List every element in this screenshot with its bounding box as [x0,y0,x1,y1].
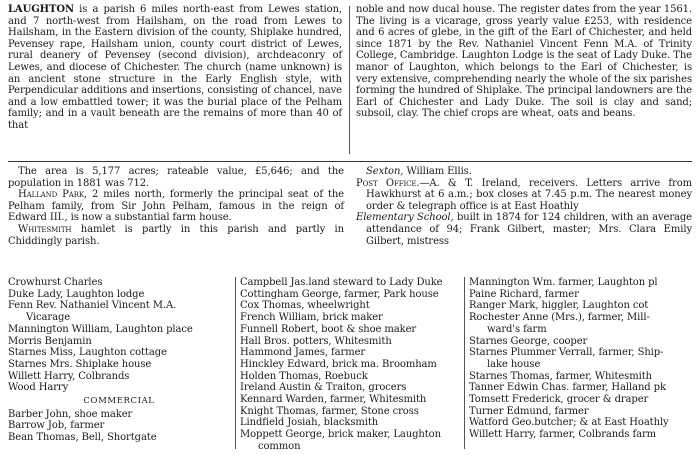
directory-entry: Starnes Mrs. Shiplake house [8,358,152,370]
halland-paragraph [8,189,344,224]
intro-right-text: noble and now ducal house. The register dates from the year 1561. The living is a vicarage, gross yearly value £253, with residence and 6 acres of glebe, in the gift of the Earl of Chichester, and held since 1871 by the Rev. Nathaniel Vincent Fenn M.A. of Trinity College, Cambridge. Laughton Lodge is the seat of Lady Duke. The manor of Laughton, which belongs to the Earl of Chichester, is very extensive, comprehending nearly the whole of the six parishes forming the hundred of Shiplake. The principal landowners are the Earl of Chichester and Lady Duke. The soil is clay and sand; subsoil, clay. The chief crops are wheat, oats and beans. [356,4,692,120]
directory-column-3 [469,277,692,441]
directory-entry: Hammond James, farmer [240,347,366,359]
directory-entry: Mannington William, Laughton place [8,323,193,335]
school-paragraph [356,212,692,247]
directory-entry: Vicarage [26,312,71,324]
directory-entry: Kennard Warden, farmer, Whitesmith [240,394,427,406]
directory-entry: Holden Thomas, Roebuck [240,370,368,382]
middle-left-column [8,166,344,247]
whitesmith-paragraph [8,224,344,247]
directory-entry: Starnes Plummer Verrall, farmer, Ship- [469,347,664,359]
directory-entry: Lindfield Josiah, blacksmith [240,417,379,429]
post-office-heading: Post Office. [356,177,420,189]
directory-entry: Funnell Robert, boot & shoe maker [240,323,417,335]
post-office-text: —A. & T. Ireland, receivers. Letters arrive from Hawkhurst at 6 a.m.; box closes at 7.45 p.m. The nearest money order & telegraph office is at East Hoathly [366,177,693,212]
directory-column-2 [240,277,460,453]
directory-entry: Tanner Edwin Chas. farmer, Halland pk [469,382,666,394]
directory-entry: Wood Harry [8,382,69,394]
whitesmith-text: hamlet is partly in this parish and partly in Chiddingly parish. [8,223,344,247]
private-residents-list [8,277,230,394]
directory-entry: Starnes Thomas, farmer, Whitesmith [469,370,652,382]
directory-entry: Willett Harry, farmer, Colbrands farm [469,429,657,441]
school-heading: Elementary School, [356,212,454,224]
directory-entry: Knight Thomas, farmer, Stone cross [240,405,419,417]
commercial-list-3 [469,277,692,441]
intro-column-divider [349,6,350,154]
directory-entry: Cottingham George, farmer, Park house [240,288,439,300]
sexton-name: William Ellis. [403,166,472,177]
directory-entry: Barrow Job, farmer [8,420,105,432]
directory-entry: Hall Bros. potters, Whitesmith [240,335,392,347]
directory-entry: Cox Thomas, wheelwright [240,300,370,312]
parish-name: LAUGHTON [8,4,74,15]
directory-entry: Moppett George, brick maker, Laughton [240,429,441,441]
intro-left-text: is a parish 6 miles north-east from Lewes station, and 7 north-west from Hailsham, on the road from Lewes to Hailsham, in the Eastern division of the county, Shiplake hundred, Pevensey rape, Hailsham union, county court district of Lewes, rural deanery of Pevensey (second division), archdeaconry of Lewes, and diocese of Chichester. The church (name unknown) is an ancient stone structure in the Early English style, with Perpendicular additions and insertions, consisting of chancel, nave and a low embattled tower; it was the burial place of the Pelham family; and in a vault beneath are the remains of more than 40 of that [8,4,342,131]
directory-entry: Campbell Jas.land steward to Lady Duke [240,277,443,288]
directory-entry: Paine Richard, farmer [469,288,579,300]
post-office-paragraph [356,178,692,213]
directory-entry: Fenn Rev. Nathaniel Vincent M.A. [8,300,177,312]
school-text: built in 1874 for 124 children, with an average attendance of 94; Frank Gilbert, master; Mrs. Clara Emily Gilbert, mistress [366,212,692,247]
directory-entry: Starnes George, cooper [469,335,588,347]
commercial-list-1 [8,409,230,444]
intro-paragraph [8,4,342,132]
halland-heading: Halland Park, [18,189,88,201]
directory-entry: Ireland Austin & Traiton, grocers [240,382,407,394]
sexton-label: Sexton, [366,166,404,177]
whitesmith-heading: Whitesmith [18,223,72,235]
directory-entry: ward's farm [487,323,547,335]
directory-column-1 [8,277,230,444]
directory-entry: Morris Benjamin [8,335,92,347]
sexton-paragraph [356,166,692,178]
commercial-heading: COMMERCIAL [83,396,155,407]
directory-entry: Bean Thomas, Bell, Shortgate [8,432,157,444]
middle-right-column [356,166,692,247]
directory-entry: Mannington Wm. farmer, Laughton pl [469,277,658,288]
directory-entry: Starnes Miss, Laughton cottage [8,347,167,359]
commercial-list-2 [240,277,460,453]
area-paragraph: The area is 5,177 acres; rateable value, £5,646; and the population in 1881 was 712. [8,166,344,189]
directory-entry: lake house [487,358,541,370]
directory-entry: Hinckley Edward, brick ma. Broomham [240,358,437,370]
intro-left-column [8,4,342,132]
section-rule [8,161,692,162]
directory-entry: Ranger Mark, higgler, Laughton cot [469,300,649,312]
directory-entry: Barber John, shoe maker [8,408,133,420]
directory-page [8,4,692,451]
directory-divider-1 [235,277,236,449]
directory-entry: Crowhurst Charles [8,277,103,288]
directory-entry: Rochester Anne (Mrs.), farmer, Mill- [469,312,650,324]
intro-right-column [356,4,692,120]
directory-entry: Tomsett Frederick, grocer & draper [469,394,649,406]
directory-entry: French William, brick maker [240,312,383,324]
directory-divider-2 [464,277,465,449]
directory-entry: Turner Edmund, farmer [469,405,589,417]
directory-entry: Willett Harry, Colbrands [8,370,130,382]
directory-entry: Duke Lady, Laughton lodge [8,288,145,300]
halland-text: 2 miles north, formerly the principal seat of the Pelham family, from Sir John Pelham, famous in the reign of Edward III., is now a substantial farm house. [8,189,344,224]
directory-entry: Watford Geo.butcher; & at East Hoathly [469,417,669,429]
directory-entry: common [258,440,301,452]
